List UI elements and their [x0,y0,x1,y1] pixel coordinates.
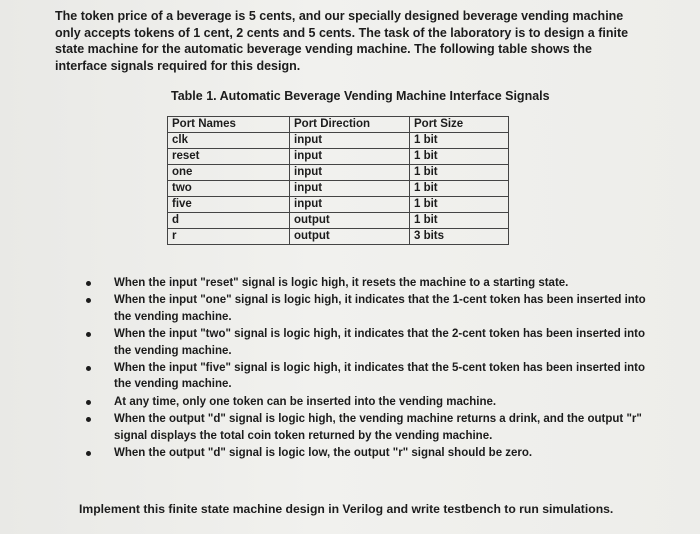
bullet-icon [86,417,91,422]
requirements-list [86,275,646,462]
list-item [86,292,646,325]
cell-port-name: clk [168,133,290,149]
cell-port-direction: input [290,133,410,149]
header-port-names: Port Names [168,117,290,133]
list-item [86,394,646,410]
header-port-direction: Port Direction [290,117,410,133]
list-item [86,445,646,461]
cell-port-name: d [168,213,290,229]
cell-port-name: r [168,229,290,245]
table-row [168,133,509,149]
bullet-icon [86,281,91,286]
cell-port-size: 1 bit [410,149,509,165]
list-item-text: When the output "d" signal is logic high, the vending machine returns a drink, and the output "r" signal displays the total coin token returned by the vending machine. [114,413,642,442]
cell-port-name: reset [168,149,290,165]
table-row [168,165,509,181]
cell-port-direction: input [290,181,410,197]
table-row [168,149,509,165]
list-item-text: When the input "five" signal is logic high, it indicates that the 5-cent token has been inserted into the vending machine. [114,362,646,391]
cell-port-size: 1 bit [410,197,509,213]
cell-port-size: 1 bit [410,133,509,149]
intro-paragraph: The token price of a beverage is 5 cents, and our specially designed beverage vending machine only accepts tokens of 1 cent, 2 cents and 5 cents. The task of the laboratory is to design a finite state machine for the automatic beverage vending machine. The following table shows the interface signals required for this design. [55,9,629,73]
cell-port-size: 1 bit [410,181,509,197]
list-item-text: When the input "reset" signal is logic high, it resets the machine to a starting state. [114,277,569,289]
table-row [168,229,509,245]
bullet-icon [86,366,91,371]
cell-port-name: two [168,181,290,197]
cell-port-size: 3 bits [410,229,509,245]
bullet-icon [86,332,91,337]
list-item [86,360,646,393]
cell-port-direction: input [290,197,410,213]
cell-port-direction: input [290,149,410,165]
interface-signals-table [167,116,509,245]
cell-port-direction: output [290,229,410,245]
table-row [168,181,509,197]
cell-port-direction: output [290,213,410,229]
cell-port-name: five [168,197,290,213]
cell-port-direction: input [290,165,410,181]
table-header-row [168,117,509,133]
list-item-text: When the input "two" signal is logic high, it indicates that the 2-cent token has been inserted into the vending machine. [114,328,646,357]
list-item [86,275,646,291]
list-item [86,411,646,444]
header-port-size: Port Size [410,117,509,133]
table-row [168,213,509,229]
list-item-text: At any time, only one token can be inserted into the vending machine. [114,395,497,408]
list-item-text: When the input "one" signal is logic high, it indicates that the 1-cent token has been inserted into the vending machine. [114,294,646,323]
list-item [86,326,646,359]
closing-instruction: Implement this finite state machine design in Verilog and write testbench to run simulations. [79,502,614,516]
list-item-text: When the output "d" signal is logic low, the output "r" signal should be zero. [114,447,533,460]
bullet-icon [86,298,91,303]
cell-port-name: one [168,165,290,181]
cell-port-size: 1 bit [410,165,509,181]
cell-port-size: 1 bit [410,213,509,229]
bullet-icon [86,400,91,405]
bullet-icon [86,451,91,456]
table-row [168,197,509,213]
table-caption: Table 1. Automatic Beverage Vending Machine Interface Signals [171,89,550,103]
